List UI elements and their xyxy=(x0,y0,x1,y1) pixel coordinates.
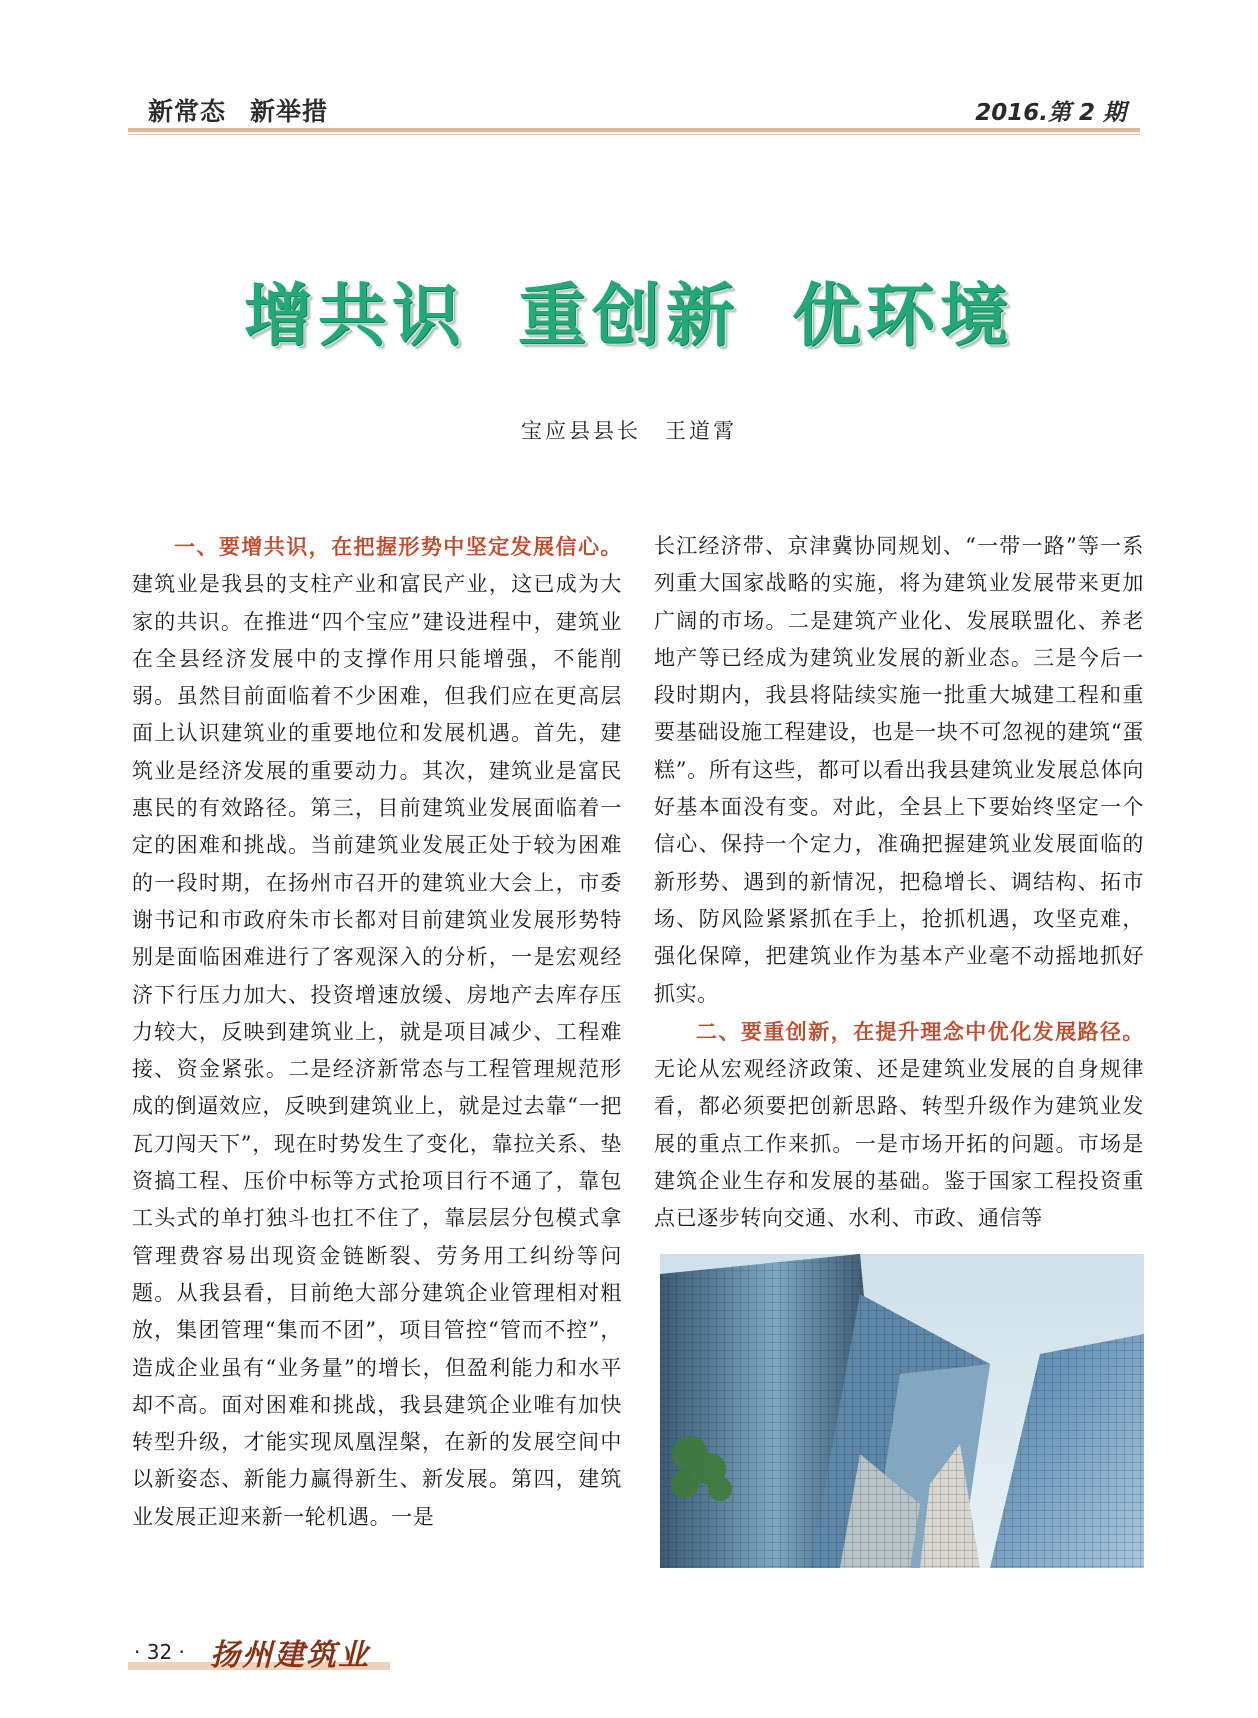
header-rule-thin xyxy=(128,134,1140,135)
column-name-part2: 新举措 xyxy=(250,97,329,126)
header-rule xyxy=(128,128,1140,132)
title-part-3: 优环境 xyxy=(792,277,1015,356)
column-name-part1: 新常态 xyxy=(148,97,227,126)
page-header xyxy=(128,84,1140,128)
column-name xyxy=(148,92,328,128)
page-number: · 32 · xyxy=(134,1640,185,1664)
section-2-text: 无论从宏观经济政策、还是建筑业发展的自身规律看，都必须要把创新思路、转型升级作为建筑业发展的重点工作来抓。一是市场开拓的问题。市场是建筑企业生存和发展的基础。鉴于国家工程投资重点已逐步转向交通、水利、市政、通信等 xyxy=(654,1057,1144,1231)
article-title xyxy=(0,262,1258,359)
skyscraper-photo xyxy=(660,1254,1144,1568)
article-column-left xyxy=(132,528,622,1536)
title-part-1: 增共识 xyxy=(243,277,466,356)
author-name: 王道霄 xyxy=(665,419,737,443)
page-footer xyxy=(128,1632,388,1672)
section-2-paragraph xyxy=(654,1013,1144,1238)
section-1-text-part-1: 建筑业是我县的支柱产业和富民产业，这已成为大家的共识。在推进“四个宝应”建设进程中，建筑业在全县经济发展中的支撑作用只能增强，不能削弱。虽然目前面临着不少困难，但我们应在更高层面上认识建筑业的重要地位和发展机遇。首先，建筑业是经济发展的重要动力。其次，建筑业是富民惠民的有效路径。第三，目前建筑业发展面临着一定的困难和挑战。当前建筑业发展正处于较为困难的一段时期，在扬州市召开的建筑业大会上，市委谢书记和市政府朱市长都对目前建筑业发展形势特别是面临困难进行了客观深入的分析，一是宏观经济下行压力加大、投资增速放缓、房地产去库存压力较大，反映到建筑业上，就是项目减少、工程难接、资金紧张。二是经济新常态与工程管理规范形成的倒逼效应，反映到建筑业上，就是过去靠“一把瓦刀闯天下”，现在时势发生了变化，靠拉关系、垫资搞工程、压价中标等方式抢项目行不通了，靠包工头式的单打独斗也扛不住了，靠层层分包模式拿管理费容易出现资金链断裂、劳务用工纠纷等问题。从我县看，目前绝大部分建筑企业管理相对粗放，集团管理“集而不团”，项目管控“管而不控”，造成企业虽有“业务量”的增长，但盈利能力和水平却不高。面对困难和挑战，我县建筑企业唯有加快转型升级，才能实现凤凰涅槃，在新的发展空间中以新姿态、新能力赢得新生、新发展。第四，建筑业发展正迎来新一轮机遇。一是 xyxy=(132,572,622,1529)
byline xyxy=(0,415,1258,445)
issue-label: 2016.第 2 期 xyxy=(975,100,1126,126)
section-1-heading: 一、要增共识，在把握形势中坚定发展信心。 xyxy=(174,534,622,559)
section-1-paragraph xyxy=(132,528,622,1536)
section-2-heading: 二、要重创新，在提升理念中优化发展路径。 xyxy=(696,1018,1144,1044)
section-1-continued: 长江经济带、京津冀协同规划、“一带一路”等一系列重大国家战略的实施，将为建筑业发展带来更加广阔的市场。二是建筑产业化、发展联盟化、养老地产等已经成为建筑业发展的新业态。三是今后一段时期内，我县将陆续实施一批重大城建工程和重要基础设施工程建设，也是一块不可忽视的建筑“蛋糕”。所有这些，都可以看出我县建筑业发展总体向好基本面没有变。对此，全县上下要始终坚定一个信心、保持一个定力，准确把握建筑业发展面临的新形势、遇到的新情况，把稳增长、调结构、拓市场、防风险紧紧抓在手上，抢抓机遇，攻坚克难，强化保障，把建筑业作为基本产业毫不动摇地抓好抓实。 xyxy=(654,534,1144,1006)
article-column-right xyxy=(654,528,1144,1238)
title-part-2: 重创新 xyxy=(517,277,740,356)
skyscraper-illustration xyxy=(660,1254,1144,1568)
author-position: 宝应县县长 xyxy=(521,419,641,443)
magazine-logo: 扬州建筑业 xyxy=(210,1638,370,1673)
